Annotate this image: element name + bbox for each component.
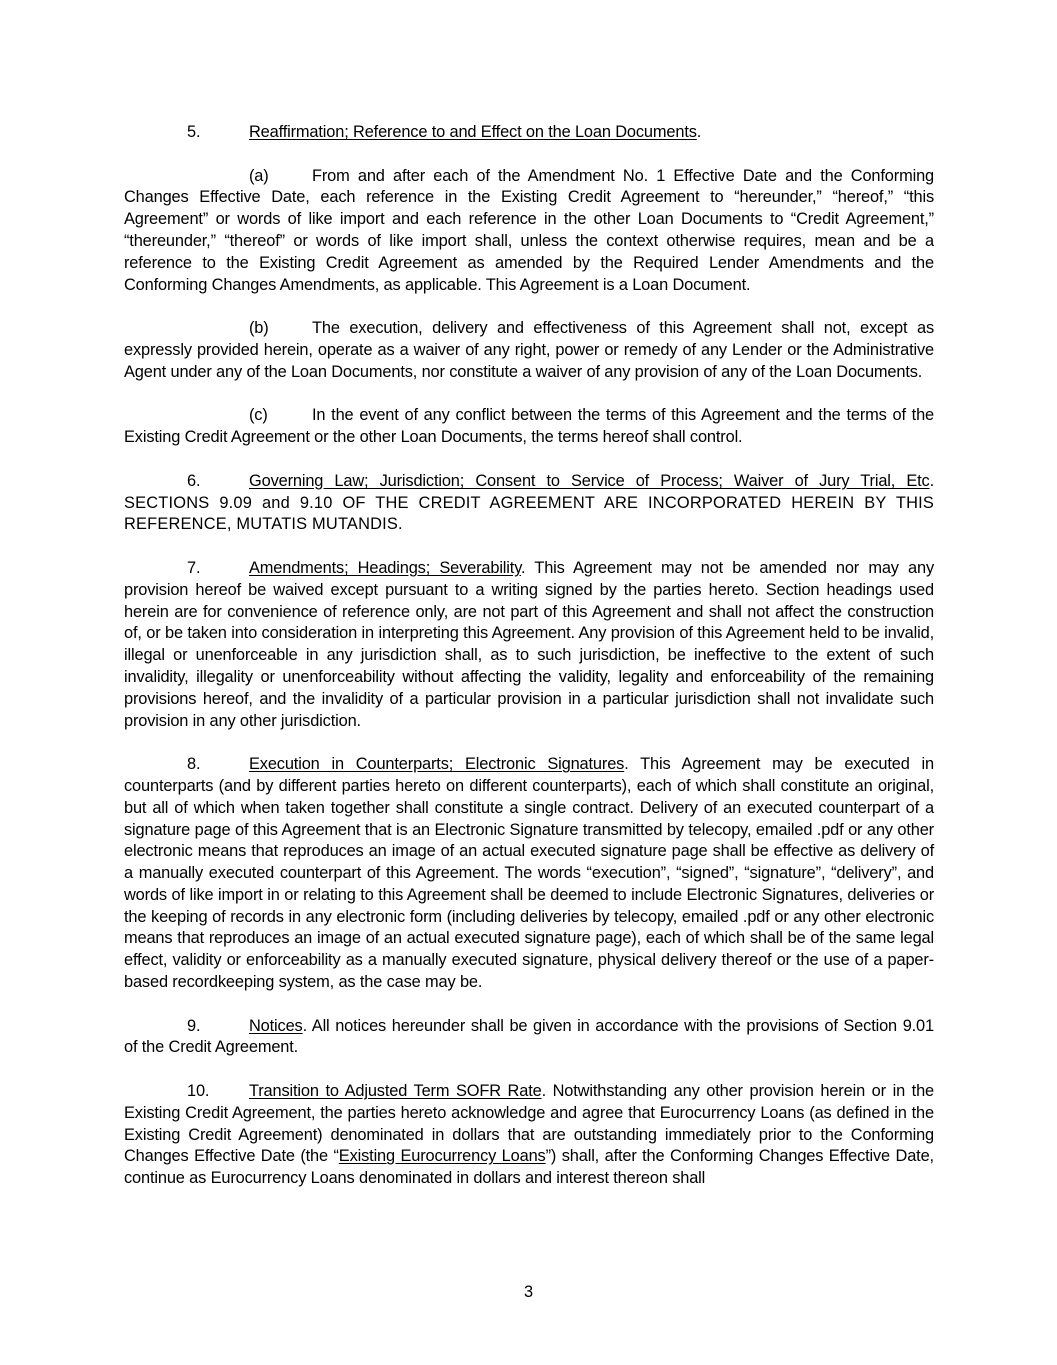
section-text: This Agreement may not be amended nor may any provision hereof be waived except pursuant to a writing signed by the parties hereto. Section headings used herein are for convenience of reference only, are not part of this Agreement and shall not affect the construction of, or be taken into consideration in interpreting this Agreement. Any provision of this Agreement held to be invalid, illegal or unenforceable in any jurisdiction shall, as to such jurisdiction, be ineffective to the extent of such invalidity, illegality or unenforceability without affecting the validity, legality and enforceability of the remaining provisions hereof, and the invalidity of a particular provision in a particular jurisdiction shall not invalidate such provision in any other jurisdiction.	[124, 558, 935, 730]
section-title: Reaffirmation; Reference to and Effect on the Loan Documents	[249, 123, 697, 141]
section-5b	[124, 318, 934, 383]
section-6	[124, 471, 934, 536]
section-text-continued: ”) shall, after the Conforming Changes Effective Date, continue as Eurocurrency Loans denominated in dollars and interest thereon shall	[124, 1147, 934, 1188]
section-title-end: .	[541, 1082, 546, 1101]
section-number: 7.	[187, 558, 201, 577]
section-number: 6.	[187, 471, 201, 490]
section-8	[124, 754, 934, 994]
section-5c	[124, 405, 934, 449]
section-title-end: .	[929, 471, 934, 490]
section-title-end: .	[302, 1016, 308, 1035]
subsection-label: (a)	[249, 166, 269, 185]
section-title-end: .	[696, 123, 702, 141]
section-5a	[124, 166, 934, 297]
section-title: Amendments; Headings; Severability	[249, 558, 522, 577]
section-number: 10.	[187, 1082, 210, 1101]
subsection-label: (b)	[249, 319, 269, 338]
section-title: Notices	[249, 1016, 303, 1035]
defined-term: Existing Eurocurrency Loans	[338, 1147, 546, 1166]
subsection-text: From and after each of the Amendment No. 1 Effective Date and the Conforming Changes Effective Date, each reference in the Existing Credit Agreement to “hereunder,” “hereof,” “this Agreement” or words of like import and each reference in the other Loan Documents to “Credit Agreement,” “thereunder,” “thereof” or words of like import shall, unless the context otherwise requires, mean and be a reference to the Existing Credit Agreement as amended by the Required Lender Amendments and the Conforming Changes Amendments, as applicable. This Agreement is a Loan Document.	[124, 166, 934, 294]
section-7	[124, 558, 934, 732]
section-title-end: .	[624, 755, 629, 774]
section-title: Transition to Adjusted Term SOFR Rate	[249, 1082, 542, 1101]
subsection-text: In the event of any conflict between the terms of this Agreement and the terms of the Existing Credit Agreement or the other Loan Documents, the terms hereof shall control.	[124, 406, 934, 447]
section-5-heading	[124, 122, 934, 144]
section-title: Governing Law; Jurisdiction; Consent to Service of Process; Waiver of Jury Trial, Etc	[249, 471, 930, 490]
subsection-label: (c)	[249, 406, 268, 425]
document-page	[124, 122, 934, 1212]
page-number: 3	[523, 1283, 534, 1301]
section-number: 5.	[187, 123, 201, 141]
section-text: This Agreement may be executed in counterparts (and by different parties hereto on different counterparts), each of which shall constitute an original, but all of which when taken together shall constitute a single contract. Delivery of an executed counterpart of a signature page of this Agreement that is an Electronic Signature transmitted by telecopy, emailed .pdf or any other electronic means that reproduces an image of an actual executed signature page shall be effective as delivery of a manually executed counterpart of this Agreement. The words “execution”, “signed”, “signature”, “delivery”, and words of like import in or relating to this Agreement shall be deemed to include Electronic Signatures, deliveries or the keeping of records in any electronic form (including deliveries by telecopy, emailed .pdf or any other electronic means that reproduces an image of an actual executed signature page), each of which shall be of the same legal effect, validity or enforceability as a manually executed signature, physical delivery thereof or the use of a paper-based recordkeeping system, as the case may be.	[124, 755, 934, 992]
subsection-text: The execution, delivery and effectiveness of this Agreement shall not, except as expressly provided herein, operate as a waiver of any right, power or remedy of any Lender or the Administrative Agent under any of the Loan Documents, nor constitute a waiver of any provision of any of the Loan Documents.	[124, 319, 934, 381]
section-title: Execution in Counterparts; Electronic Signatures	[249, 755, 625, 774]
section-text: All notices hereunder shall be given in accordance with the provisions of Section 9.01 of the Credit Agreement.	[124, 1016, 934, 1057]
section-10	[124, 1081, 934, 1190]
section-text: SECTIONS 9.09 and 9.10 OF THE CREDIT AGREEMENT ARE INCORPORATED HEREIN BY THIS REFERENCE, MUTATIS MUTANDIS.	[124, 493, 934, 534]
section-number: 8.	[187, 755, 201, 774]
section-number: 9.	[187, 1016, 201, 1035]
section-text: Notwithstanding any other provision herein or in the Existing Credit Agreement, the parties hereto acknowledge and agree that Eurocurrency Loans (as defined in the Existing Credit Agreement) denominated in dollars that are outstanding immediately prior to the Conforming Changes Effective Date (the “	[124, 1082, 935, 1166]
section-9	[124, 1016, 934, 1060]
section-title-end: .	[521, 558, 526, 577]
